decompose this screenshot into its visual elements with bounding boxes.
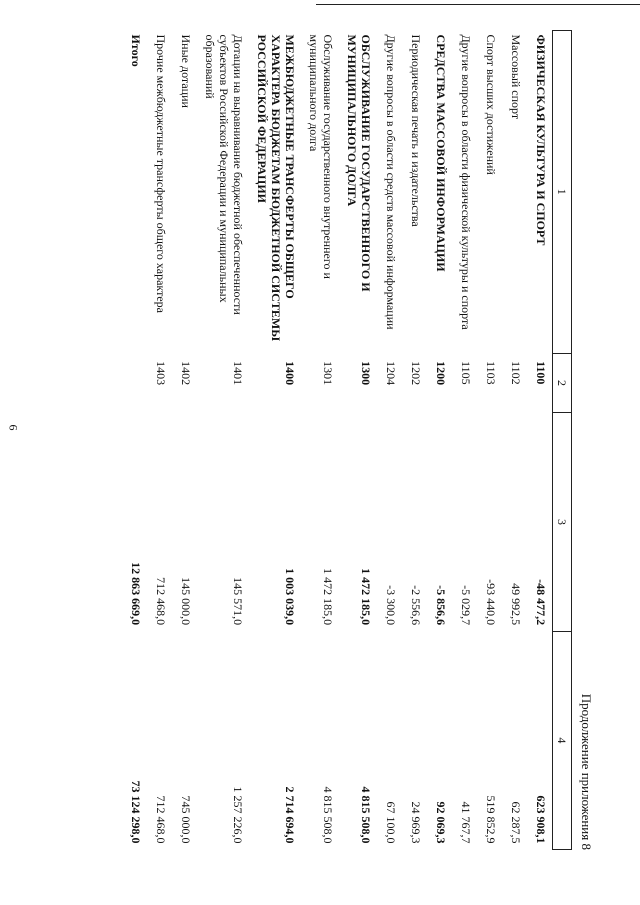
column-header-2: 2 [553,353,572,413]
row-value-col3: 1 472 185,0 [359,568,373,626]
table-row [122,31,147,850]
table-row [301,31,339,850]
rotated-page-content [60,30,600,850]
row-value-col4: 4 815 508,0 [321,786,335,844]
row-code: 1403 [154,361,168,386]
column-header-3: 3 [553,413,572,631]
row-code: 1300 [359,361,373,386]
row-name: Спорт высших достижений [484,34,498,175]
row-value-col3: 12 863 669,0 [129,562,143,626]
row-code: 1301 [321,361,335,386]
row-name: Прочие межбюджетные трансферты общего характера [154,34,168,313]
row-code: 1105 [459,361,473,385]
row-value-col3: -3 300,0 [384,585,398,626]
table-row [339,31,377,850]
row-value-col3: -5 029,7 [459,585,473,626]
row-value-col3: -93 440,0 [484,579,498,626]
table-header-row [553,31,572,850]
page-number: 6 [6,424,21,431]
row-name: ОБСЛУЖИВАНИЕ ГОСУДАРСТВЕННОГО И МУНИЦИПАЛЬНОГО ДОЛГА [345,34,373,292]
row-value-col3: -2 556,6 [409,585,423,626]
row-code: 1401 [231,361,245,386]
row-value-col4: 519 852,9 [484,795,498,844]
row-value-col3: 1 003 039,0 [283,568,297,626]
table-row [452,31,477,850]
row-value-col4: 67 100,0 [384,801,398,844]
row-name: Обслуживание государственного внутреннего и муниципального долга [307,34,335,279]
row-value-col3: 145 571,0 [231,577,245,626]
row-code: 1200 [434,361,448,386]
budget-table [122,30,572,850]
row-name: Другие вопросы в области средств массовой информации [384,34,398,330]
row-code [122,353,147,413]
row-code: 1102 [509,361,523,385]
row-code: 1400 [283,361,297,386]
row-value-col4: 73 124 298,0 [129,780,143,844]
table-row [402,31,427,850]
row-value-col4: 623 908,1 [534,795,548,844]
table-row [147,31,172,850]
row-code: 1103 [484,361,498,385]
row-name: Иные дотации [179,34,193,108]
row-name: МЕЖБЮДЖЕТНЫЕ ТРАНСФЕРТЫ ОБЩЕГО ХАРАКТЕРА БЮДЖЕТАМ БЮДЖЕТНОЙ СИСТЕМЫ РОССИЙСКОЙ ФЕДЕРАЦИИ [255,34,297,341]
table-body [122,31,553,850]
table-row [377,31,402,850]
table-row [527,31,553,850]
row-name: Дотации на выравнивание бюджетной обеспеченности субъектов Российской Федерации и муниципальных образований [203,34,245,315]
row-value-col3: 1 472 185,0 [321,568,335,626]
row-name: СРЕДСТВА МАССОВОЙ ИНФОРМАЦИИ [434,34,448,272]
table-row [172,31,197,850]
table-row [427,31,452,850]
row-value-col3: -5 856,6 [434,585,448,626]
annex-title: Продолжение приложения 8 [579,693,594,850]
row-value-col4: 92 069,3 [434,801,448,844]
row-name: Массовый спорт [509,34,523,120]
row-value-col4: 41 767,7 [459,801,473,844]
row-name: Периодическая печать и издательства [409,34,423,227]
row-value-col3: -48 477,2 [534,579,548,626]
row-value-col3: 712 468,0 [154,577,168,626]
row-code: 1402 [179,361,193,386]
row-code: 1204 [384,361,398,386]
row-name: Итого [129,34,143,67]
column-header-1: 1 [553,31,572,354]
table-row [197,31,249,850]
row-name: Другие вопросы в области физической культуры и спорта [459,34,473,330]
table-row [502,31,527,850]
table-row [249,31,301,850]
row-name: ФИЗИЧЕСКАЯ КУЛЬТУРА И СПОРТ [534,34,548,246]
row-code: 1100 [534,361,548,385]
row-value-col4: 24 969,3 [409,801,423,844]
column-header-4: 4 [553,631,572,849]
row-value-col3: 145 000,0 [179,577,193,626]
top-border-line [316,4,640,5]
row-value-col4: 712 468,0 [154,795,168,844]
table-row [477,31,502,850]
row-code: 1202 [409,361,423,386]
row-value-col4: 62 287,5 [509,801,523,844]
row-value-col4: 745 000,0 [179,795,193,844]
row-value-col4: 4 815 508,0 [359,786,373,844]
row-value-col3: 49 992,5 [509,583,523,626]
row-value-col4: 2 714 694,0 [283,786,297,844]
row-value-col4: 1 257 226,0 [231,786,245,844]
